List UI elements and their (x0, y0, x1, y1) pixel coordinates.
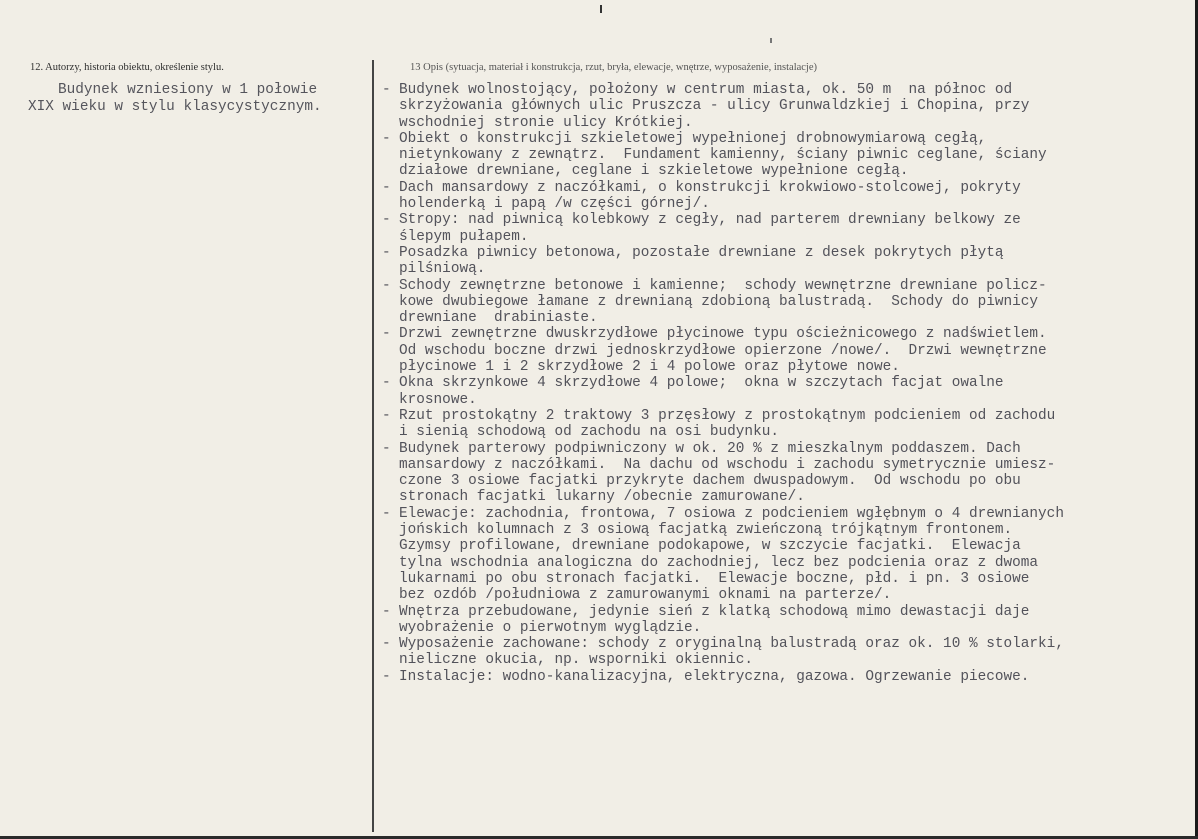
description-line: Gzymsy profilowane, drewniane podokapowe, w szczycie facjatki. Elewacja (399, 538, 1021, 555)
description-line: jońskich kolumnach z 3 osiową facjatką zwieńczoną trójkątnym frontonem. (399, 522, 1013, 539)
description-line: mansardowy z naczółkami. Na dachu od wschodu i zachodu symetrycznie umiesz- (399, 456, 1056, 473)
description-item (382, 506, 1182, 604)
description-line: ślepym pułapem. (399, 228, 529, 245)
description-item (382, 669, 1182, 685)
description-line: tylna wschodnia analogiczna do zachodniej, lecz bez podcienia oraz z dwoma (399, 554, 1039, 571)
description-line: działowe drewniane, ceglane i szkieletowe wypełnione cegłą. (399, 163, 909, 180)
item-bullet: - (382, 636, 391, 653)
item-bullet: - (382, 277, 391, 294)
description-line: Instalacje: wodno-kanalizacyjna, elektryczna, gazowa. Ogrzewanie piecowe. (399, 668, 1030, 685)
description-line: Drzwi zewnętrzne dwuskrzydłowe płycinowe typu ościeżnicowego z nadświetlem. (399, 326, 1047, 343)
item-bullet: - (382, 375, 391, 392)
description-line: Posadzka piwnicy betonowa, pozostałe drewniane z desek pokrytych płytą (399, 244, 1004, 261)
description-item (382, 636, 1182, 669)
description-line: Wyposażenie zachowane: schody z oryginalną balustradą oraz ok. 10 % stolarki, (399, 636, 1064, 653)
description-item (382, 441, 1182, 506)
description-line: pilśniową. (399, 261, 486, 278)
top-tick-mark (600, 5, 602, 13)
description-line: Stropy: nad piwnicą kolebkowy z cegły, nad parterem drewniany belkowy ze (399, 212, 1021, 229)
description-line: wyobrażenie o pierwotnym wyglądzie. (399, 619, 702, 636)
section-12-heading: 12. Autorzy, historia obiektu, określenie stylu. (30, 62, 224, 73)
description-line: Budynek parterowy podpiwniczony w ok. 20 % z mieszkalnym poddaszem. Dach (399, 440, 1021, 457)
description-item (382, 326, 1182, 375)
description-item (382, 131, 1182, 180)
description-line: nietynkowany z zewnątrz. Fundament kamienny, ściany piwnic ceglane, ściany (399, 147, 1047, 164)
item-bullet: - (382, 326, 391, 343)
description-line: wschodniej stronie ulicy Krótkiej. (399, 114, 693, 131)
description-line: kowe dwubiegowe łamane z drewnianą zdobioną balustradą. Schody do piwnicy (399, 293, 1039, 310)
description-line: krosnowe. (399, 391, 477, 408)
description-line: nieliczne okucia, np. wsporniki okiennic. (399, 652, 754, 669)
description-line: stronach facjatki lukarny /obecnie zamurowane/. (399, 489, 805, 506)
item-bullet: - (382, 505, 391, 522)
item-bullet: - (382, 440, 391, 457)
description-line: holenderką i papą /w części górnej/. (399, 196, 710, 213)
left-line: XIX wieku w stylu klasycystycznym. (28, 99, 322, 116)
item-bullet: - (382, 179, 391, 196)
description-line: płycinowe 1 i 2 skrzydłowe 2 i 4 polowe oraz płytowe nowe. (399, 359, 900, 376)
description-line: lukarnami po obu stronach facjatki. Elewacje boczne, płd. i pn. 3 osiowe (399, 570, 1030, 587)
description-line: i sienią schodową od zachodu na osi budynku. (399, 424, 779, 441)
column-divider (372, 60, 374, 832)
item-bullet: - (382, 407, 391, 424)
item-bullet: - (382, 212, 391, 229)
description-line: Schody zewnętrzne betonowe i kamienne; schody wewnętrzne drewniane policz- (399, 277, 1047, 294)
description-list (382, 82, 1182, 685)
item-bullet: - (382, 668, 391, 685)
description-item (382, 82, 1182, 131)
small-ink-mark (770, 38, 772, 43)
description-item (382, 212, 1182, 245)
description-line: Rzut prostokątny 2 traktowy 3 przęsłowy z prostokątnym podcieniem od zachodu (399, 407, 1056, 424)
description-item (382, 375, 1182, 408)
description-line: skrzyżowania głównych ulic Pruszcza - ulicy Grunwaldzkiej i Chopina, przy (399, 98, 1030, 115)
description-line: Budynek wolnostojący, położony w centrum miasta, ok. 50 m na północ od (399, 82, 1013, 98)
description-line: Elewacje: zachodnia, frontowa, 7 osiowa z podcieniem wgłębnym o 4 drewnianych (399, 505, 1064, 522)
description-line: czone 3 osiowe facjatki przykryte dachem dwuspadowym. Od wschodu po obu (399, 473, 1021, 490)
item-bullet: - (382, 244, 391, 261)
description-item (382, 278, 1182, 327)
description-line: Wnętrza przebudowane, jedynie sień z klatką schodową mimo dewastacji daje (399, 603, 1030, 620)
description-item (382, 245, 1182, 278)
description-line: drewniane drabiniaste. (399, 310, 598, 327)
description-item (382, 408, 1182, 441)
description-item (382, 604, 1182, 637)
description-line: Od wschodu boczne drzwi jednoskrzydłowe opierzone /nowe/. Drzwi wewnętrzne (399, 342, 1047, 359)
item-bullet: - (382, 82, 391, 98)
description-line: Obiekt o konstrukcji szkieletowej wypełnionej drobnowymiarową cegłą, (399, 130, 987, 147)
authors-history-style-text (28, 82, 368, 117)
description-item (382, 180, 1182, 213)
description-line: bez ozdób /południowa z zamurowanymi oknami na parterze/. (399, 587, 892, 604)
description-line: Okna skrzynkowe 4 skrzydłowe 4 polowe; okna w szczytach facjat owalne (399, 375, 1004, 392)
item-bullet: - (382, 603, 391, 620)
left-line: Budynek wzniesiony w 1 połowie (58, 82, 318, 98)
section-13-heading: 13 Opis (sytuacja, materiał i konstrukcja, rzut, bryła, elewacje, wnętrze, wyposażenie, instalacje) (410, 62, 818, 73)
item-bullet: - (382, 130, 391, 147)
description-line: Dach mansardowy z naczółkami, o konstrukcji krokwiowo-stolcowej, pokryty (399, 179, 1021, 196)
